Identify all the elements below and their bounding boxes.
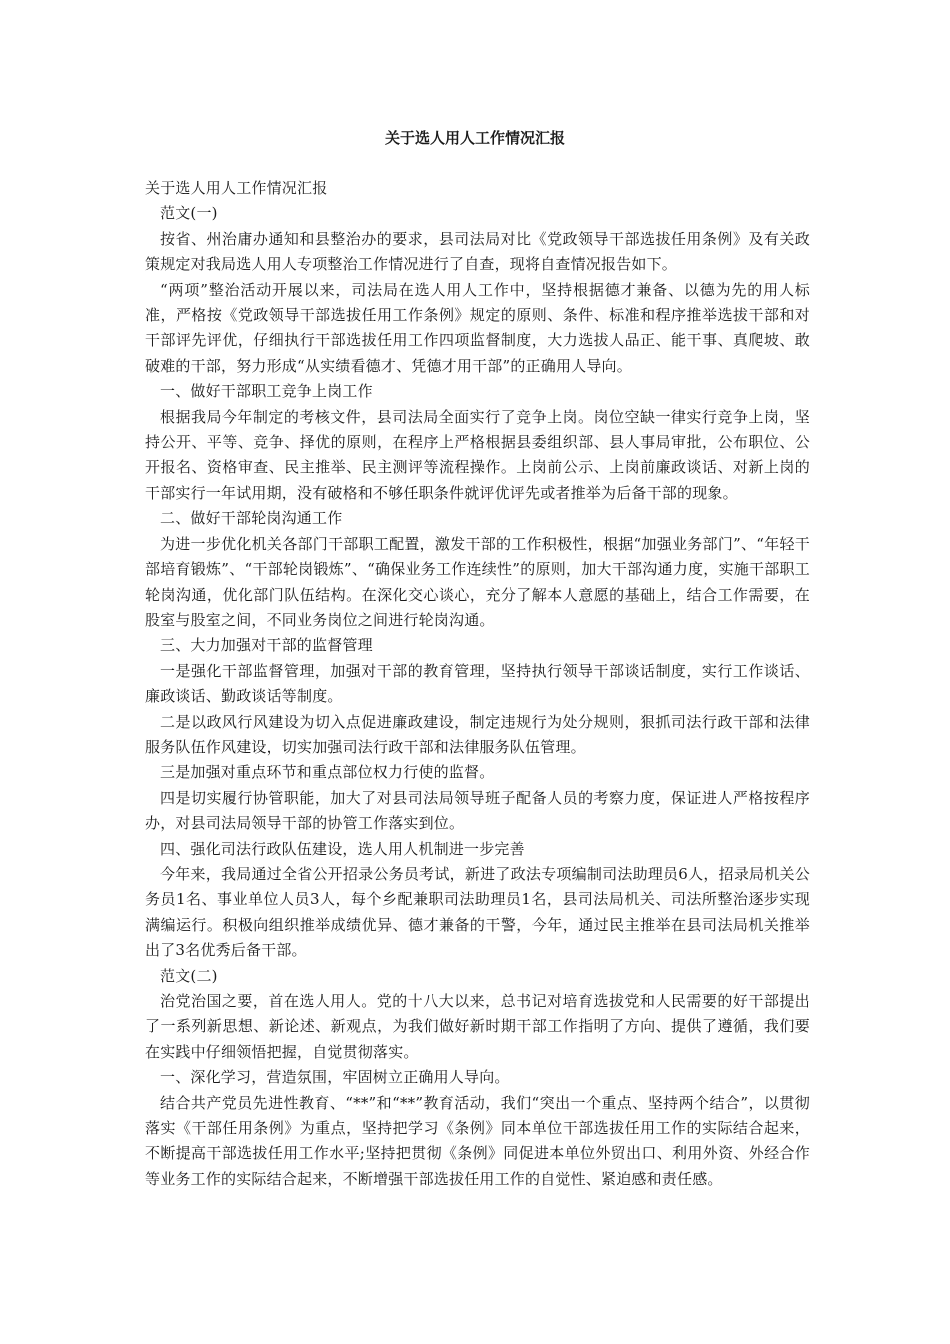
paragraph: 二是以政风行风建设为切入点促进廉政建设，制定违规行为处分规则，狠抓司法行政干部和法律服务队伍作风建设，切实加强司法行政干部和法律服务队伍管理。 [145,712,810,756]
paragraph: 今年来，我局通过全省公开招录公务员考试，新进了政法专项编制司法助理员6人，招录局机关公务员1名、事业单位人员3人，每个乡配兼职司法助理员1名，县司法局机关、司法所整治逐步实现满编运行。积极向组织推举成绩优异、德才兼备的干警，今年，通过民主推举在县司法局机关推举出了3名优秀后备干部。 [145,864,810,960]
paragraph: 一是强化干部监督管理，加强对干部的教育管理，坚持执行领导干部谈话制度，实行工作谈话、廉政谈话、勤政谈话等制度。 [145,661,810,706]
section-heading: 二、做好干部轮岗沟通工作 [160,509,343,528]
section-heading: 四、强化司法行政队伍建设，选人用人机制进一步完善 [160,839,525,858]
paragraph: 关于选人用人工作情况汇报 [145,179,328,197]
paragraph: 范文(一) [160,204,218,223]
paragraph: 治党治国之要，首在选人用人。党的十八大以来，总书记对培育选拔党和人民需要的好干部提出了一系列新思想、新论述、新观点，为我们做好新时期干部工作指明了方向、提供了遵循，我们要在实践中仔细领悟把握，自觉贯彻落实。 [145,992,810,1061]
section-heading: 一、深化学习，营造氛围，牢固树立正确用人导向。 [160,1068,510,1087]
section-heading: 三、大力加强对干部的监督管理 [160,636,373,655]
paragraph: 四是切实履行协管职能，加大了对县司法局领导班子配备人员的考察力度，保证进人严格按程序办，对县司法局领导干部的协管工作落实到位。 [145,788,810,833]
paragraph: 结合共产党员先进性教育、“**”和“**”教育活动，我们“突出一个重点、坚持两个结合”，以贯彻落实《干部任用条例》为重点，坚持把学习《条例》同本单位干部选拔任用工作的实际结合起来，不断提高干部选拔任用工作水平;坚持把贯彻《条例》同促进本单位外贸出口、利用外资、外经合作等业务工作的实际结合起来，不断增强干部选拔任用工作的自觉性、紧迫感和责任感。 [145,1093,810,1188]
section-heading: 一、做好干部职工竞争上岗工作 [160,382,373,401]
paragraph: “两项”整治活动开展以来，司法局在选人用人工作中，坚持根据德才兼备、以德为先的用人标准，严格按《党政领导干部选拔任用工作条例》规定的原则、条件、标准和程序推举选拔干部和对干部评先评优，仔细执行干部选拔任用工作四项监督制度，大力选拔人品正、能干事、真爬坡、敢破难的干部，努力形成“从实绩看德才、凭德才用干部”的正确用人导向。 [145,280,810,375]
document-title: 关于选人用人工作情况汇报 [384,129,565,147]
paragraph: 范文(二) [160,966,218,985]
paragraph: 根据我局今年制定的考核文件，县司法局全面实行了竞争上岗。岗位空缺一律实行竞争上岗，坚持公开、平等、竞争、择优的原则，在程序上严格根据县委组织部、县人事局审批，公布职位、公开报名、资格审查、民主推举、民主测评等流程操作。上岗前公示、上岗前廉政谈话、对新上岗的干部实行一年试用期，没有破格和不够任职条件就评优评先或者推举为后备干部的现象。 [145,407,810,502]
document-body [145,176,810,1192]
paragraph: 三是加强对重点环节和重点部位权力行使的监督。 [160,763,495,782]
paragraph: 按省、州治庸办通知和县整治办的要求，县司法局对比《党政领导干部选拔任用条例》及有关政策规定对我局选人用人专项整治工作情况进行了自查，现将自查情况报告如下。 [145,229,810,274]
paragraph: 为进一步优化机关各部门干部职工配置，激发干部的工作积极性，根据“加强业务部门”、“年轻干部培育锻炼”、“干部轮岗锻炼”、“确保业务工作连续性”的原则，加大干部沟通力度，实施干部职工轮岗沟通，优化部门队伍结构。在深化交心谈心，充分了解本人意愿的基础上，结合工作需要，在股室与股室之间，不同业务岗位之间进行轮岗沟通。 [145,534,810,629]
